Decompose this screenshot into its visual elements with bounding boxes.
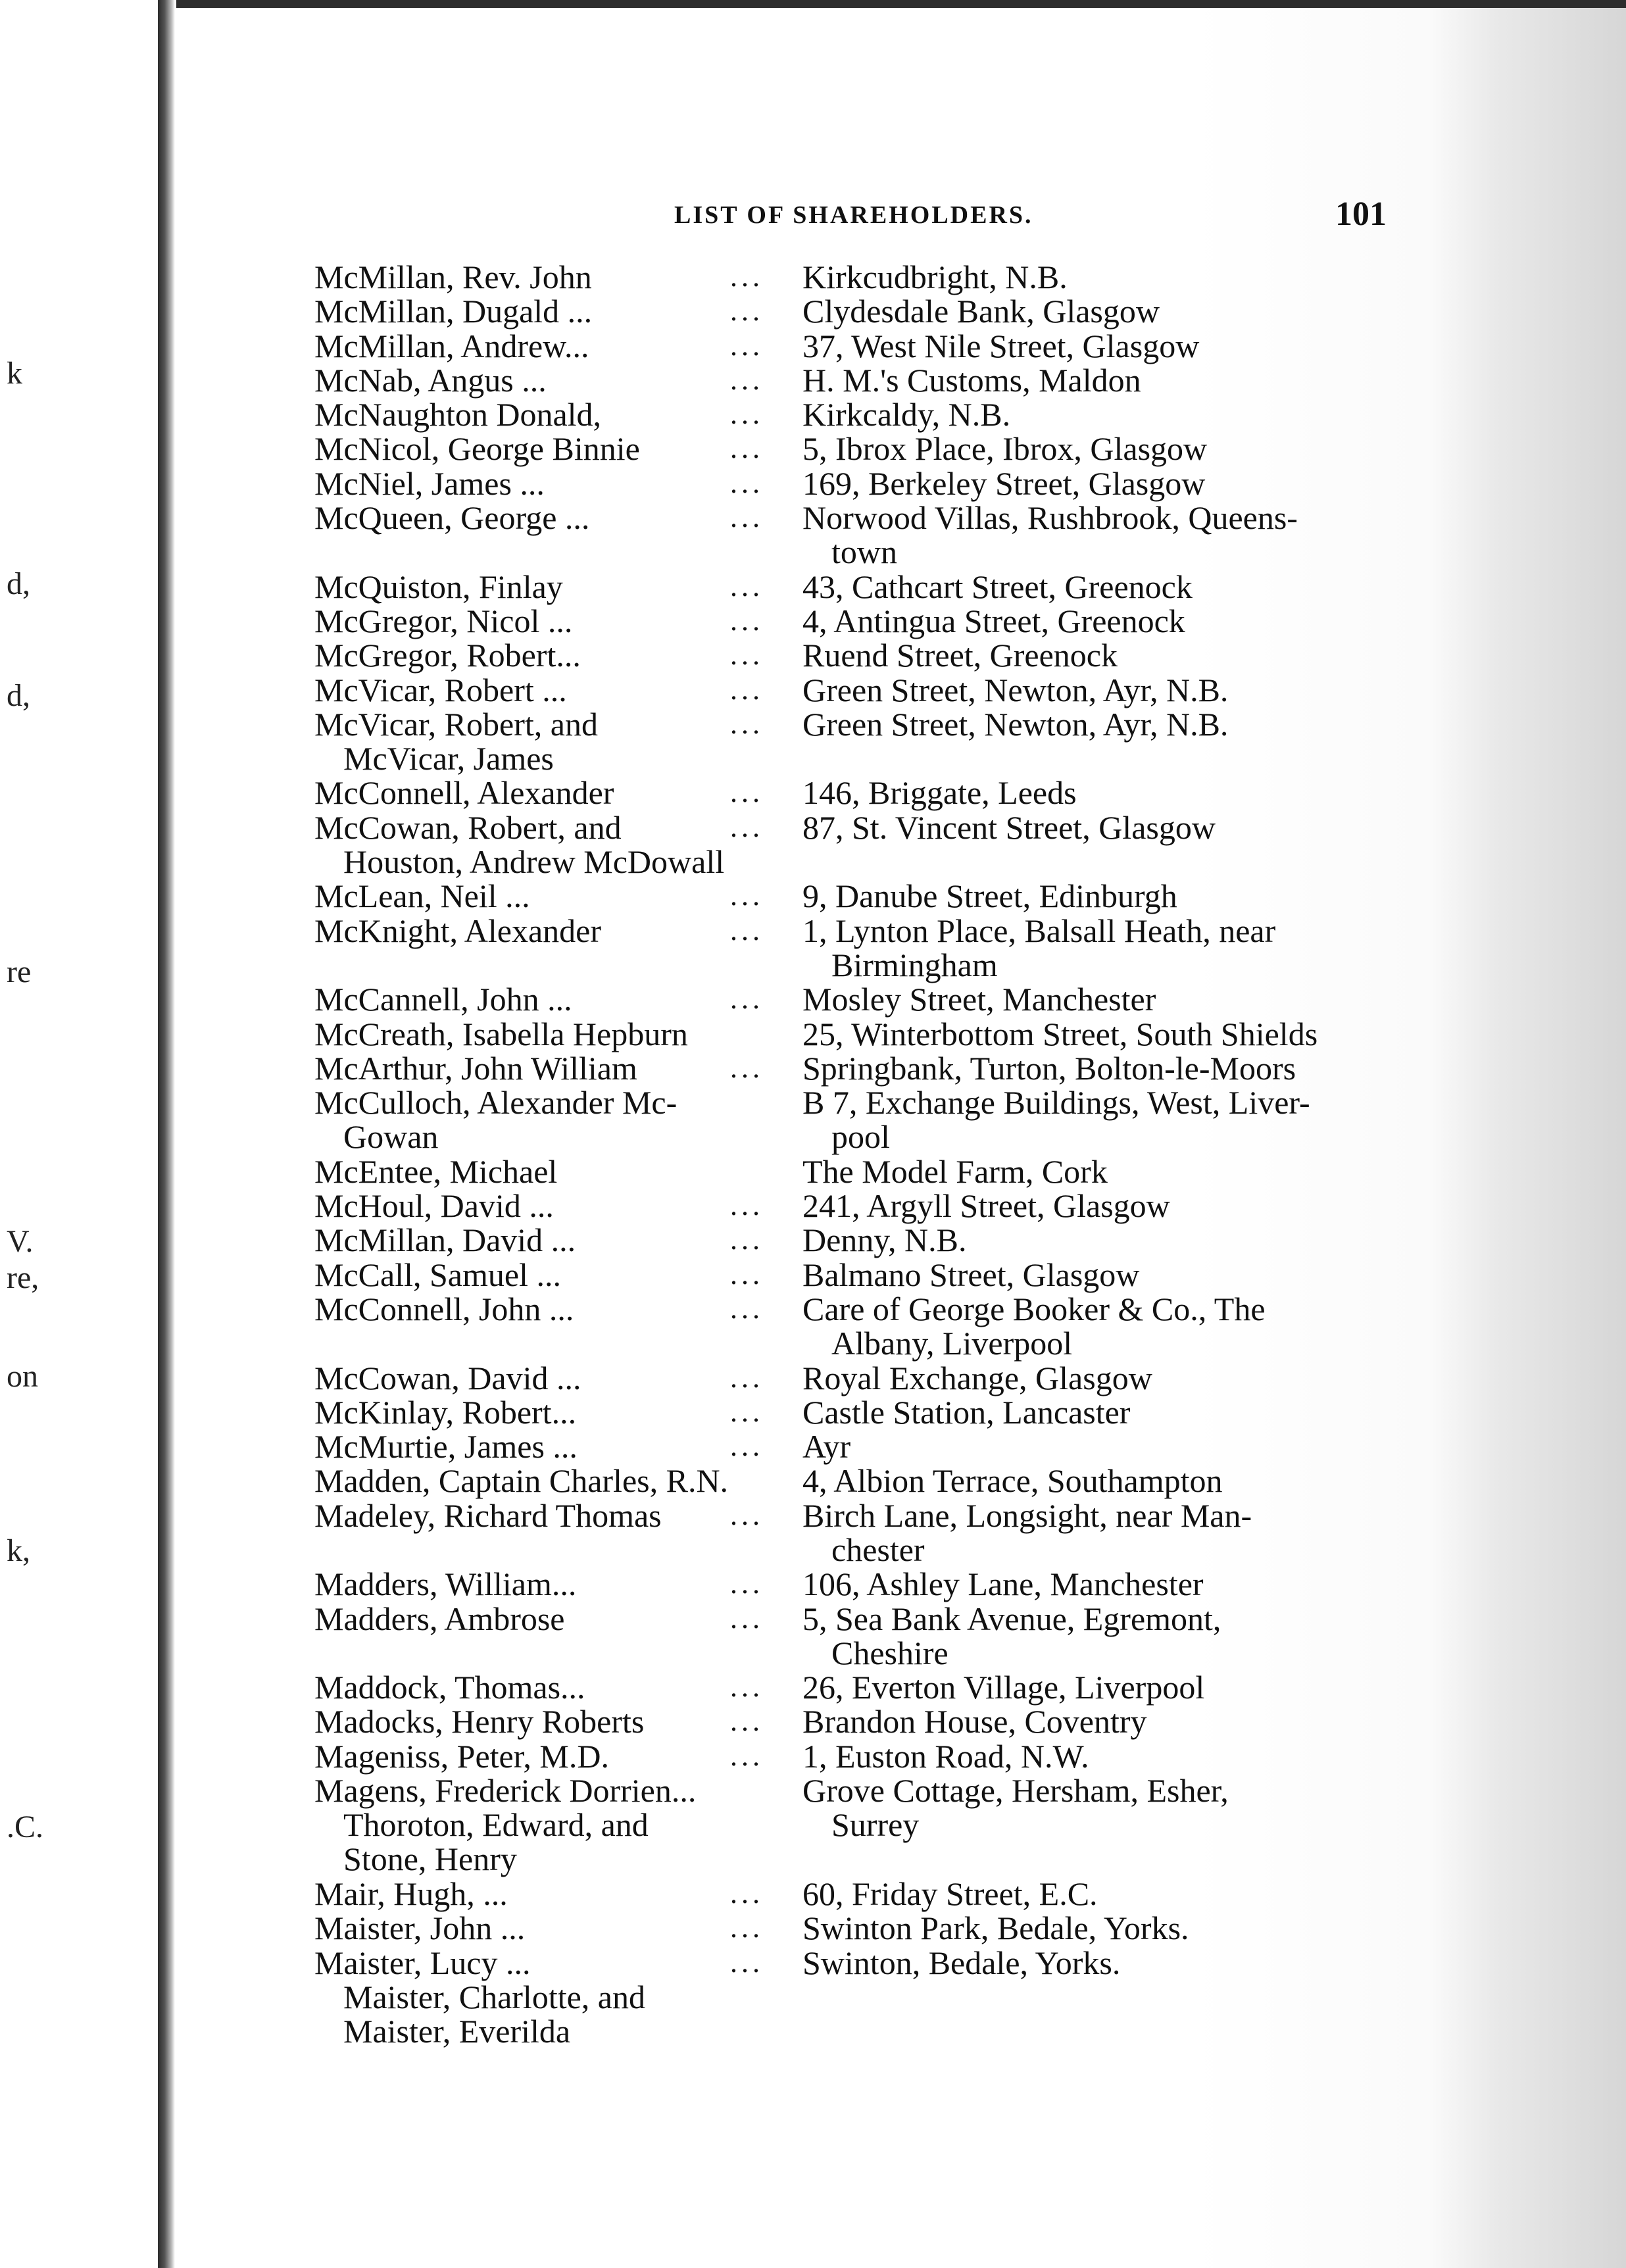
name-line: Maister, Everilda — [343, 2012, 571, 2050]
address-line: pool — [831, 1118, 890, 1156]
facing-page-fragments — [0, 0, 158, 2268]
shareholder-address — [802, 1017, 1394, 1051]
address-line: Royal Exchange, Glasgow — [802, 1359, 1152, 1396]
address-line: Norwood Villas, Rushbrook, Queens- — [802, 499, 1298, 537]
address-line: Springbank, Turton, Bolton-le-Moors — [802, 1049, 1296, 1087]
leader-dots: ... — [730, 466, 764, 499]
list-item — [178, 673, 1381, 707]
address-line: 37, West Nile Street, Glasgow — [802, 327, 1200, 364]
list-item — [178, 294, 1381, 328]
address-line: 5, Sea Bank Avenue, Egremont, — [802, 1600, 1221, 1637]
list-item — [178, 707, 1381, 776]
shareholder-address — [802, 604, 1394, 638]
shareholder-address — [802, 707, 1394, 741]
leader-dots: ... — [730, 1189, 764, 1222]
shareholder-address — [802, 260, 1394, 294]
list-item — [178, 776, 1381, 810]
name-line: McLean, Neil ... — [314, 877, 530, 915]
leader-dots: ... — [730, 776, 764, 809]
address-line: 241, Argyll Street, Glasgow — [802, 1187, 1170, 1225]
address-line: Clydesdale Bank, Glasgow — [802, 293, 1160, 330]
leader-dots: ... — [730, 1223, 764, 1256]
name-line: Madders, William... — [314, 1565, 577, 1603]
list-item — [178, 1704, 1381, 1738]
verso-fragment: re, — [7, 1260, 39, 1295]
verso-fragment: k — [7, 356, 22, 391]
name-line: Maister, Lucy ... — [314, 1944, 531, 1981]
leader-dots: ... — [730, 1361, 764, 1394]
shareholder-address — [802, 1429, 1394, 1464]
shareholder-name — [314, 1464, 854, 1498]
leader-dots: ... — [730, 1051, 764, 1084]
address-line: 5, Ibrox Place, Ibrox, Glasgow — [802, 430, 1208, 468]
name-line: McCall, Samuel ... — [314, 1256, 561, 1293]
name-line: McMillan, Andrew... — [314, 327, 589, 364]
list-item — [178, 1085, 1381, 1154]
address-line: 26, Everton Village, Liverpool — [802, 1669, 1205, 1706]
name-line: Madeley, Richard Thomas — [314, 1496, 662, 1534]
name-line: Madden, Captain Charles, R.N. — [314, 1462, 729, 1500]
leader-dots: ... — [730, 639, 764, 672]
verso-fragment: .C. — [7, 1810, 44, 1844]
name-line: Magens, Frederick Dorrien... — [314, 1772, 697, 1810]
list-item — [178, 260, 1381, 294]
shareholder-address — [802, 1292, 1394, 1360]
list-item — [178, 1877, 1381, 1911]
leader-dots: ... — [730, 1946, 764, 1979]
shareholder-address — [802, 1602, 1394, 1670]
list-item — [178, 982, 1381, 1016]
shareholder-address — [802, 1911, 1394, 1945]
name-line: McArthur, John William — [314, 1049, 637, 1087]
address-line: 146, Briggate, Leeds — [802, 774, 1077, 812]
address-line: Kirkcudbright, N.B. — [802, 259, 1068, 295]
shareholder-address — [802, 1464, 1394, 1498]
address-line: 1, Euston Road, N.W. — [802, 1737, 1089, 1775]
address-line: chester — [831, 1531, 925, 1568]
list-item — [178, 1017, 1381, 1051]
name-line: Stone, Henry — [343, 1840, 517, 1878]
verso-fragment: V. — [7, 1224, 34, 1259]
shareholder-address — [802, 1051, 1394, 1085]
shareholder-address — [802, 363, 1394, 397]
name-line: McQueen, George ... — [314, 499, 590, 537]
shareholder-address — [802, 1704, 1394, 1738]
shareholder-address — [802, 329, 1394, 363]
address-line: Green Street, Newton, Ayr, N.B. — [802, 671, 1229, 708]
address-line: 4, Antingua Street, Greenock — [802, 602, 1185, 639]
list-item — [178, 1395, 1381, 1429]
list-item — [178, 810, 1381, 879]
address-line: The Model Farm, Cork — [802, 1152, 1108, 1190]
shareholder-list — [178, 260, 1381, 2048]
name-line: McNiel, James ... — [314, 464, 545, 502]
list-item — [178, 1602, 1381, 1671]
name-line: McGregor, Nicol ... — [314, 602, 573, 639]
name-line: Maister, John ... — [314, 1910, 526, 1947]
list-item — [178, 604, 1381, 638]
leader-dots: ... — [730, 604, 764, 637]
shareholder-address — [802, 1946, 1394, 1980]
leader-dots: ... — [730, 1602, 764, 1635]
list-item — [178, 329, 1381, 363]
shareholder-address — [802, 673, 1394, 707]
list-item — [178, 1498, 1381, 1567]
leader-dots: ... — [730, 983, 764, 1016]
address-line: Birmingham — [831, 946, 998, 983]
address-line: 106, Ashley Lane, Manchester — [802, 1565, 1204, 1603]
list-item — [178, 1292, 1381, 1361]
name-line: McMillan, Rev. John — [314, 259, 592, 295]
address-line: Brandon House, Coventry — [802, 1703, 1147, 1740]
verso-fragment: d, — [7, 678, 30, 713]
list-item — [178, 1739, 1381, 1773]
leader-dots: ... — [730, 1258, 764, 1291]
leader-dots: ... — [730, 707, 764, 740]
leader-dots: ... — [730, 1292, 764, 1325]
address-line: Kirkcaldy, N.B. — [802, 396, 1011, 433]
leader-dots: ... — [730, 570, 764, 603]
address-line: town — [831, 533, 897, 571]
name-line: McCannell, John ... — [314, 981, 572, 1018]
address-line: Balmano Street, Glasgow — [802, 1256, 1140, 1293]
address-line: 1, Lynton Place, Balsall Heath, near — [802, 912, 1276, 949]
leader-dots: ... — [730, 329, 764, 362]
verso-fragment: on — [7, 1359, 38, 1394]
address-line: 43, Cathcart Street, Greenock — [802, 568, 1193, 605]
list-item — [178, 1361, 1381, 1395]
list-item — [178, 1567, 1381, 1601]
address-line: Castle Station, Lancaster — [802, 1393, 1131, 1431]
list-item — [178, 397, 1381, 431]
shareholder-address — [802, 466, 1394, 501]
leader-dots: ... — [730, 260, 764, 293]
list-item — [178, 879, 1381, 913]
leader-dots: ... — [730, 879, 764, 912]
shareholder-name — [314, 1154, 854, 1189]
address-line: Care of George Booker & Co., The — [802, 1290, 1266, 1327]
shareholder-name — [314, 1773, 854, 1876]
list-item — [178, 1429, 1381, 1464]
leader-dots: ... — [730, 295, 764, 328]
name-line: McKinlay, Robert... — [314, 1393, 577, 1431]
name-line: McEntee, Michael — [314, 1152, 558, 1190]
binding-shadow — [158, 0, 175, 2268]
leader-dots: ... — [730, 398, 764, 431]
shareholder-address — [802, 1670, 1394, 1704]
shareholder-address — [802, 638, 1394, 672]
shareholder-address — [802, 294, 1394, 328]
leader-dots: ... — [730, 1877, 764, 1910]
leader-dots: ... — [730, 1671, 764, 1704]
address-line: Birch Lane, Longsight, near Man- — [802, 1496, 1252, 1534]
name-line: Mair, Hugh, ... — [314, 1875, 508, 1912]
address-line: 169, Berkeley Street, Glasgow — [802, 464, 1206, 502]
leader-dots: ... — [730, 1567, 764, 1600]
name-line: McNicol, George Binnie — [314, 430, 640, 468]
running-header: LIST OF SHAREHOLDERS. — [674, 201, 1033, 229]
leader-dots: ... — [730, 501, 764, 534]
shareholder-address — [802, 1258, 1394, 1292]
name-line: McCowan, Robert, and — [314, 808, 622, 846]
list-item — [178, 914, 1381, 983]
list-item — [178, 1154, 1381, 1189]
list-item — [178, 501, 1381, 570]
list-item — [178, 363, 1381, 397]
verso-fragment: k, — [7, 1533, 30, 1568]
address-line: Albany, Liverpool — [831, 1324, 1073, 1362]
name-line: Maddock, Thomas... — [314, 1669, 585, 1706]
address-line: Surrey — [831, 1806, 920, 1844]
name-line: McVicar, Robert, and — [314, 705, 598, 743]
leader-dots: ... — [730, 1498, 764, 1531]
shareholder-address — [802, 1085, 1394, 1154]
list-item — [178, 1911, 1381, 1945]
shareholder-address — [802, 776, 1394, 810]
leader-dots: ... — [730, 673, 764, 706]
address-line: 60, Friday Street, E.C. — [802, 1875, 1098, 1912]
shareholder-address — [802, 914, 1394, 982]
name-line: Houston, Andrew McDowall — [343, 843, 725, 880]
shareholder-name — [314, 1017, 854, 1051]
name-line: McCreath, Isabella Hepburn — [314, 1015, 688, 1052]
shareholder-address — [802, 810, 1394, 845]
list-item — [178, 1189, 1381, 1223]
address-line: Denny, N.B. — [802, 1221, 967, 1259]
address-line: Ruend Street, Greenock — [802, 637, 1118, 674]
address-line: Mosley Street, Manchester — [802, 981, 1156, 1018]
address-line: 87, St. Vincent Street, Glasgow — [802, 808, 1216, 846]
list-item — [178, 1670, 1381, 1704]
name-line: McGregor, Robert... — [314, 637, 581, 674]
shareholder-address — [802, 1189, 1394, 1223]
list-item — [178, 1946, 1381, 2049]
leader-dots: ... — [730, 1430, 764, 1463]
name-line: McCowan, David ... — [314, 1359, 581, 1396]
name-line: Madocks, Henry Roberts — [314, 1703, 645, 1740]
name-line: McQuiston, Finlay — [314, 568, 563, 605]
address-line: Ayr — [802, 1428, 851, 1466]
name-line: McConnell, John ... — [314, 1290, 574, 1327]
shareholder-address — [802, 1395, 1394, 1429]
address-line: H. M.'s Customs, Maldon — [802, 361, 1141, 399]
verso-fragment: d, — [7, 566, 30, 601]
shareholder-address — [802, 879, 1394, 913]
name-line: McNaughton Donald, — [314, 396, 602, 433]
list-item — [178, 1223, 1381, 1257]
list-item — [178, 570, 1381, 604]
leader-dots: ... — [730, 1705, 764, 1738]
address-line: Green Street, Newton, Ayr, N.B. — [802, 705, 1229, 743]
address-line: 9, Danube Street, Edinburgh — [802, 877, 1177, 915]
book-page — [178, 0, 1387, 2268]
list-item — [178, 1051, 1381, 1085]
address-line: 4, Albion Terrace, Southampton — [802, 1462, 1223, 1500]
name-line: Mageniss, Peter, M.D. — [314, 1737, 609, 1775]
name-line: Madders, Ambrose — [314, 1600, 565, 1637]
shareholder-address — [802, 397, 1394, 431]
shareholder-address — [802, 1223, 1394, 1257]
shareholder-address — [802, 1739, 1394, 1773]
shareholder-address — [802, 982, 1394, 1016]
name-line: McHoul, David ... — [314, 1187, 554, 1225]
shareholder-address — [802, 1773, 1394, 1842]
address-line: Swinton Park, Bedale, Yorks. — [802, 1910, 1189, 1947]
leader-dots: ... — [730, 432, 764, 465]
name-line: McCulloch, Alexander Mc- — [314, 1084, 678, 1122]
shareholder-name — [314, 1085, 854, 1154]
address-line: Cheshire — [831, 1634, 949, 1671]
name-line: McKnight, Alexander — [314, 912, 602, 949]
verso-fragment: re — [7, 954, 32, 989]
address-line: 25, Winterbottom Street, South Shields — [802, 1015, 1318, 1052]
list-item — [178, 638, 1381, 672]
shareholder-address — [802, 1877, 1394, 1911]
shareholder-address — [802, 1361, 1394, 1395]
name-line: McVicar, James — [343, 739, 554, 777]
shareholder-address — [802, 570, 1394, 604]
leader-dots: ... — [730, 363, 764, 396]
list-item — [178, 1258, 1381, 1292]
page-number: 101 — [1335, 195, 1387, 233]
name-line: McNab, Angus ... — [314, 361, 547, 399]
name-line: Gowan — [343, 1118, 439, 1156]
leader-dots: ... — [730, 1395, 764, 1428]
list-item — [178, 1464, 1381, 1498]
address-line: Grove Cottage, Hersham, Esher, — [802, 1772, 1229, 1810]
address-line: B 7, Exchange Buildings, West, Liver- — [802, 1084, 1310, 1122]
name-line: McVicar, Robert ... — [314, 671, 567, 708]
leader-dots: ... — [730, 810, 764, 843]
name-line: Thoroton, Edward, and — [343, 1806, 649, 1844]
list-item — [178, 431, 1381, 466]
list-item — [178, 1773, 1381, 1877]
name-line: Maister, Charlotte, and — [343, 1978, 645, 2015]
name-line: McMillan, David ... — [314, 1221, 576, 1259]
address-line: Swinton, Bedale, Yorks. — [802, 1944, 1121, 1981]
shareholder-address — [802, 431, 1394, 466]
shareholder-address — [802, 1154, 1394, 1189]
name-line: McConnell, Alexander — [314, 774, 614, 812]
leader-dots: ... — [730, 1911, 764, 1944]
leader-dots: ... — [730, 914, 764, 947]
shareholder-address — [802, 501, 1394, 569]
shareholder-address — [802, 1498, 1394, 1567]
leader-dots: ... — [730, 1739, 764, 1772]
list-item — [178, 466, 1381, 501]
shareholder-address — [802, 1567, 1394, 1601]
name-line: McMillan, Dugald ... — [314, 293, 593, 330]
name-line: McMurtie, James ... — [314, 1428, 578, 1466]
